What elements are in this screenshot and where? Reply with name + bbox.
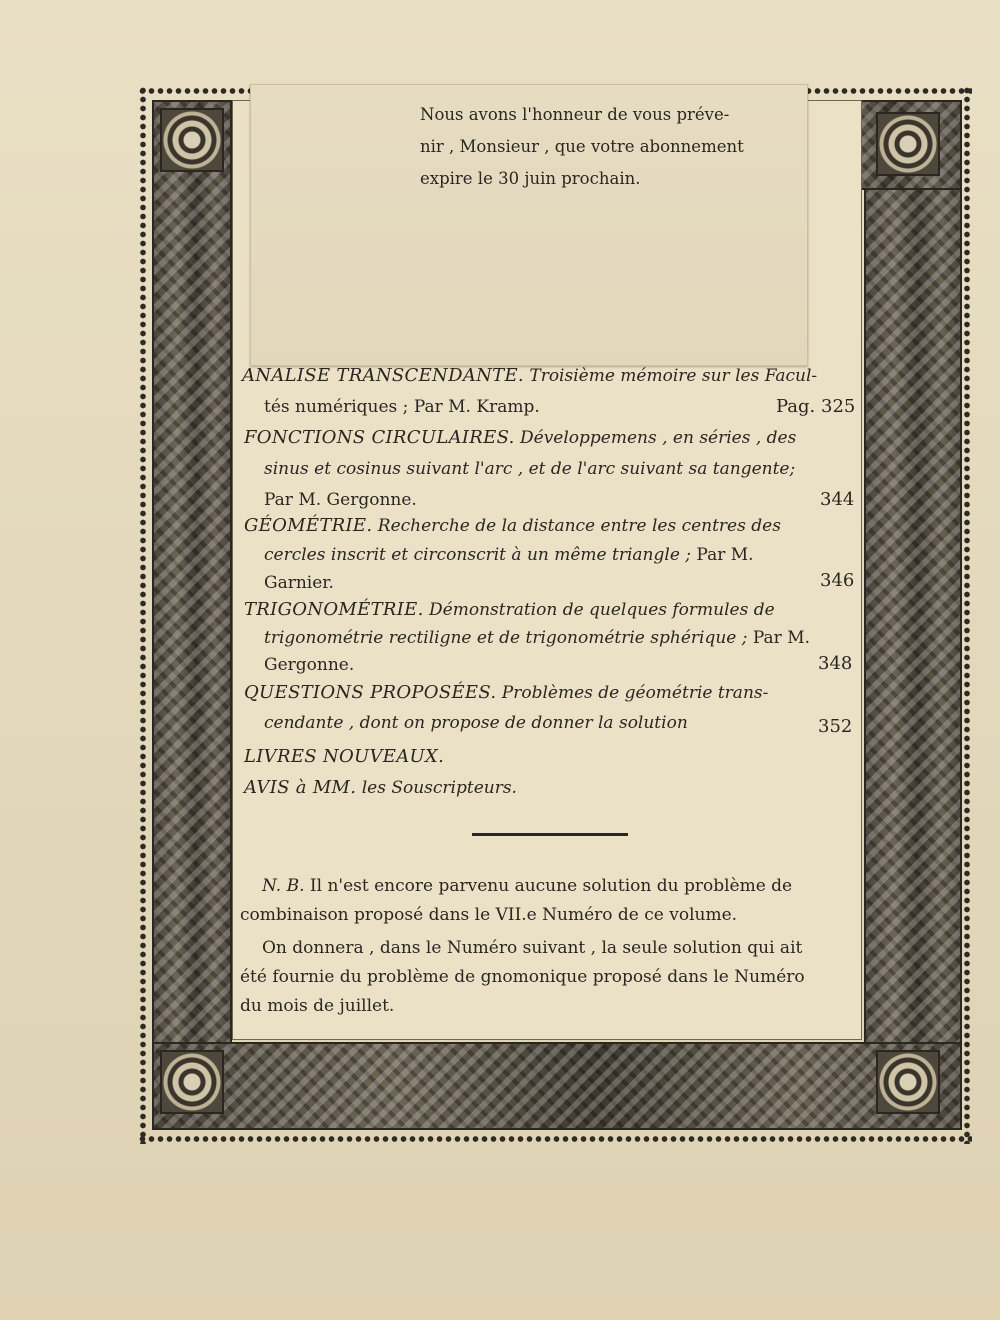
page-number: 346 [820, 570, 855, 591]
pasted-notice-label [250, 84, 808, 366]
note-paragraph-1 [262, 876, 792, 896]
notice-line-3: expire le 30 juin prochain. [420, 169, 641, 188]
toc-entry-geometrie [244, 516, 781, 536]
toc-line: Garnier. [264, 573, 334, 593]
toc-line: Par M. Gergonne. [264, 490, 417, 510]
page-number: 352 [818, 716, 853, 737]
toc-description: Démonstration de quelques formules de [423, 600, 775, 620]
toc-entry-fonctions [244, 428, 796, 448]
notice-line-2: nir , Monsieur , que votre abonnement [420, 137, 744, 156]
dotted-frame-bottom [138, 1134, 972, 1144]
toc-line-author: Par M. [747, 628, 811, 648]
toc-entry-questions [244, 683, 768, 703]
rosette-icon [160, 108, 224, 172]
toc-line-italic: cercles inscrit et circonscrit à un même triangle ; [264, 545, 692, 565]
toc-line: Gergonne. [264, 655, 355, 675]
rosette-icon [160, 1050, 224, 1114]
toc-heading: ANALISE TRANSCENDANTE. [242, 365, 524, 386]
note-line: combinaison proposé dans le VII.e Numéro de ce volume. [240, 905, 738, 925]
ornament-border-left [152, 100, 232, 1044]
page-number: 348 [818, 653, 853, 674]
toc-entry-livres [244, 747, 444, 767]
toc-entry-avis [244, 778, 517, 798]
toc-description: les Souscripteurs. [356, 778, 517, 798]
toc-heading: LIVRES NOUVEAUX. [244, 746, 445, 767]
toc-entry-analise [242, 366, 817, 386]
toc-description: Problèmes de géométrie trans- [496, 683, 769, 703]
toc-description: Troisième mémoire sur les Facul- [523, 366, 818, 386]
toc-heading: GÉOMÉTRIE. [244, 515, 373, 536]
toc-description: Recherche de la distance entre les centres des [372, 516, 781, 536]
toc-line: cendante , dont on propose de donner la solution [264, 713, 688, 733]
note-paragraph-2: On donnera , dans le Numéro suivant , la seule solution qui ait [262, 938, 803, 958]
note-text: Il n'est encore parvenu aucune solution du problème de [304, 876, 793, 896]
dotted-frame-right [962, 86, 972, 1144]
toc-line-italic: trigonométrie rectiligne et de trigonométrie sphérique ; [264, 628, 748, 648]
nb-label: N. B. [262, 876, 305, 896]
rosette-icon [876, 1050, 940, 1114]
toc-line: tés numériques ; Par M. Kramp. [264, 397, 540, 417]
toc-entry-trigonometrie [244, 600, 775, 620]
toc-heading: QUESTIONS PROPOSÉES. [244, 682, 497, 703]
ornament-border-right [864, 100, 962, 1044]
toc-line [264, 628, 810, 648]
rosette-icon [876, 112, 940, 176]
notice-line-1: Nous avons l'honneur de vous préve- [420, 105, 730, 124]
toc-line-author: Par M. [691, 545, 754, 565]
toc-heading: FONCTIONS CIRCULAIRES. [244, 427, 515, 448]
toc-line: sinus et cosinus suivant l'arc , et de l'arc suivant sa tangente; [264, 459, 796, 479]
page-number: 344 [820, 489, 855, 510]
toc-line [264, 545, 754, 565]
toc-heading: TRIGONOMÉTRIE. [244, 599, 424, 620]
ornament-border-bottom [152, 1042, 962, 1130]
note-line: été fournie du problème de gnomonique proposé dans le Numéro [240, 967, 805, 987]
toc-description: Développemens , en séries , des [514, 428, 797, 448]
dotted-frame-left [138, 86, 148, 1144]
note-line: du mois de juillet. [240, 996, 395, 1016]
separator-rule [472, 833, 628, 836]
toc-heading: AVIS à MM. [244, 777, 357, 798]
page-number: Pag. 325 [776, 396, 856, 417]
